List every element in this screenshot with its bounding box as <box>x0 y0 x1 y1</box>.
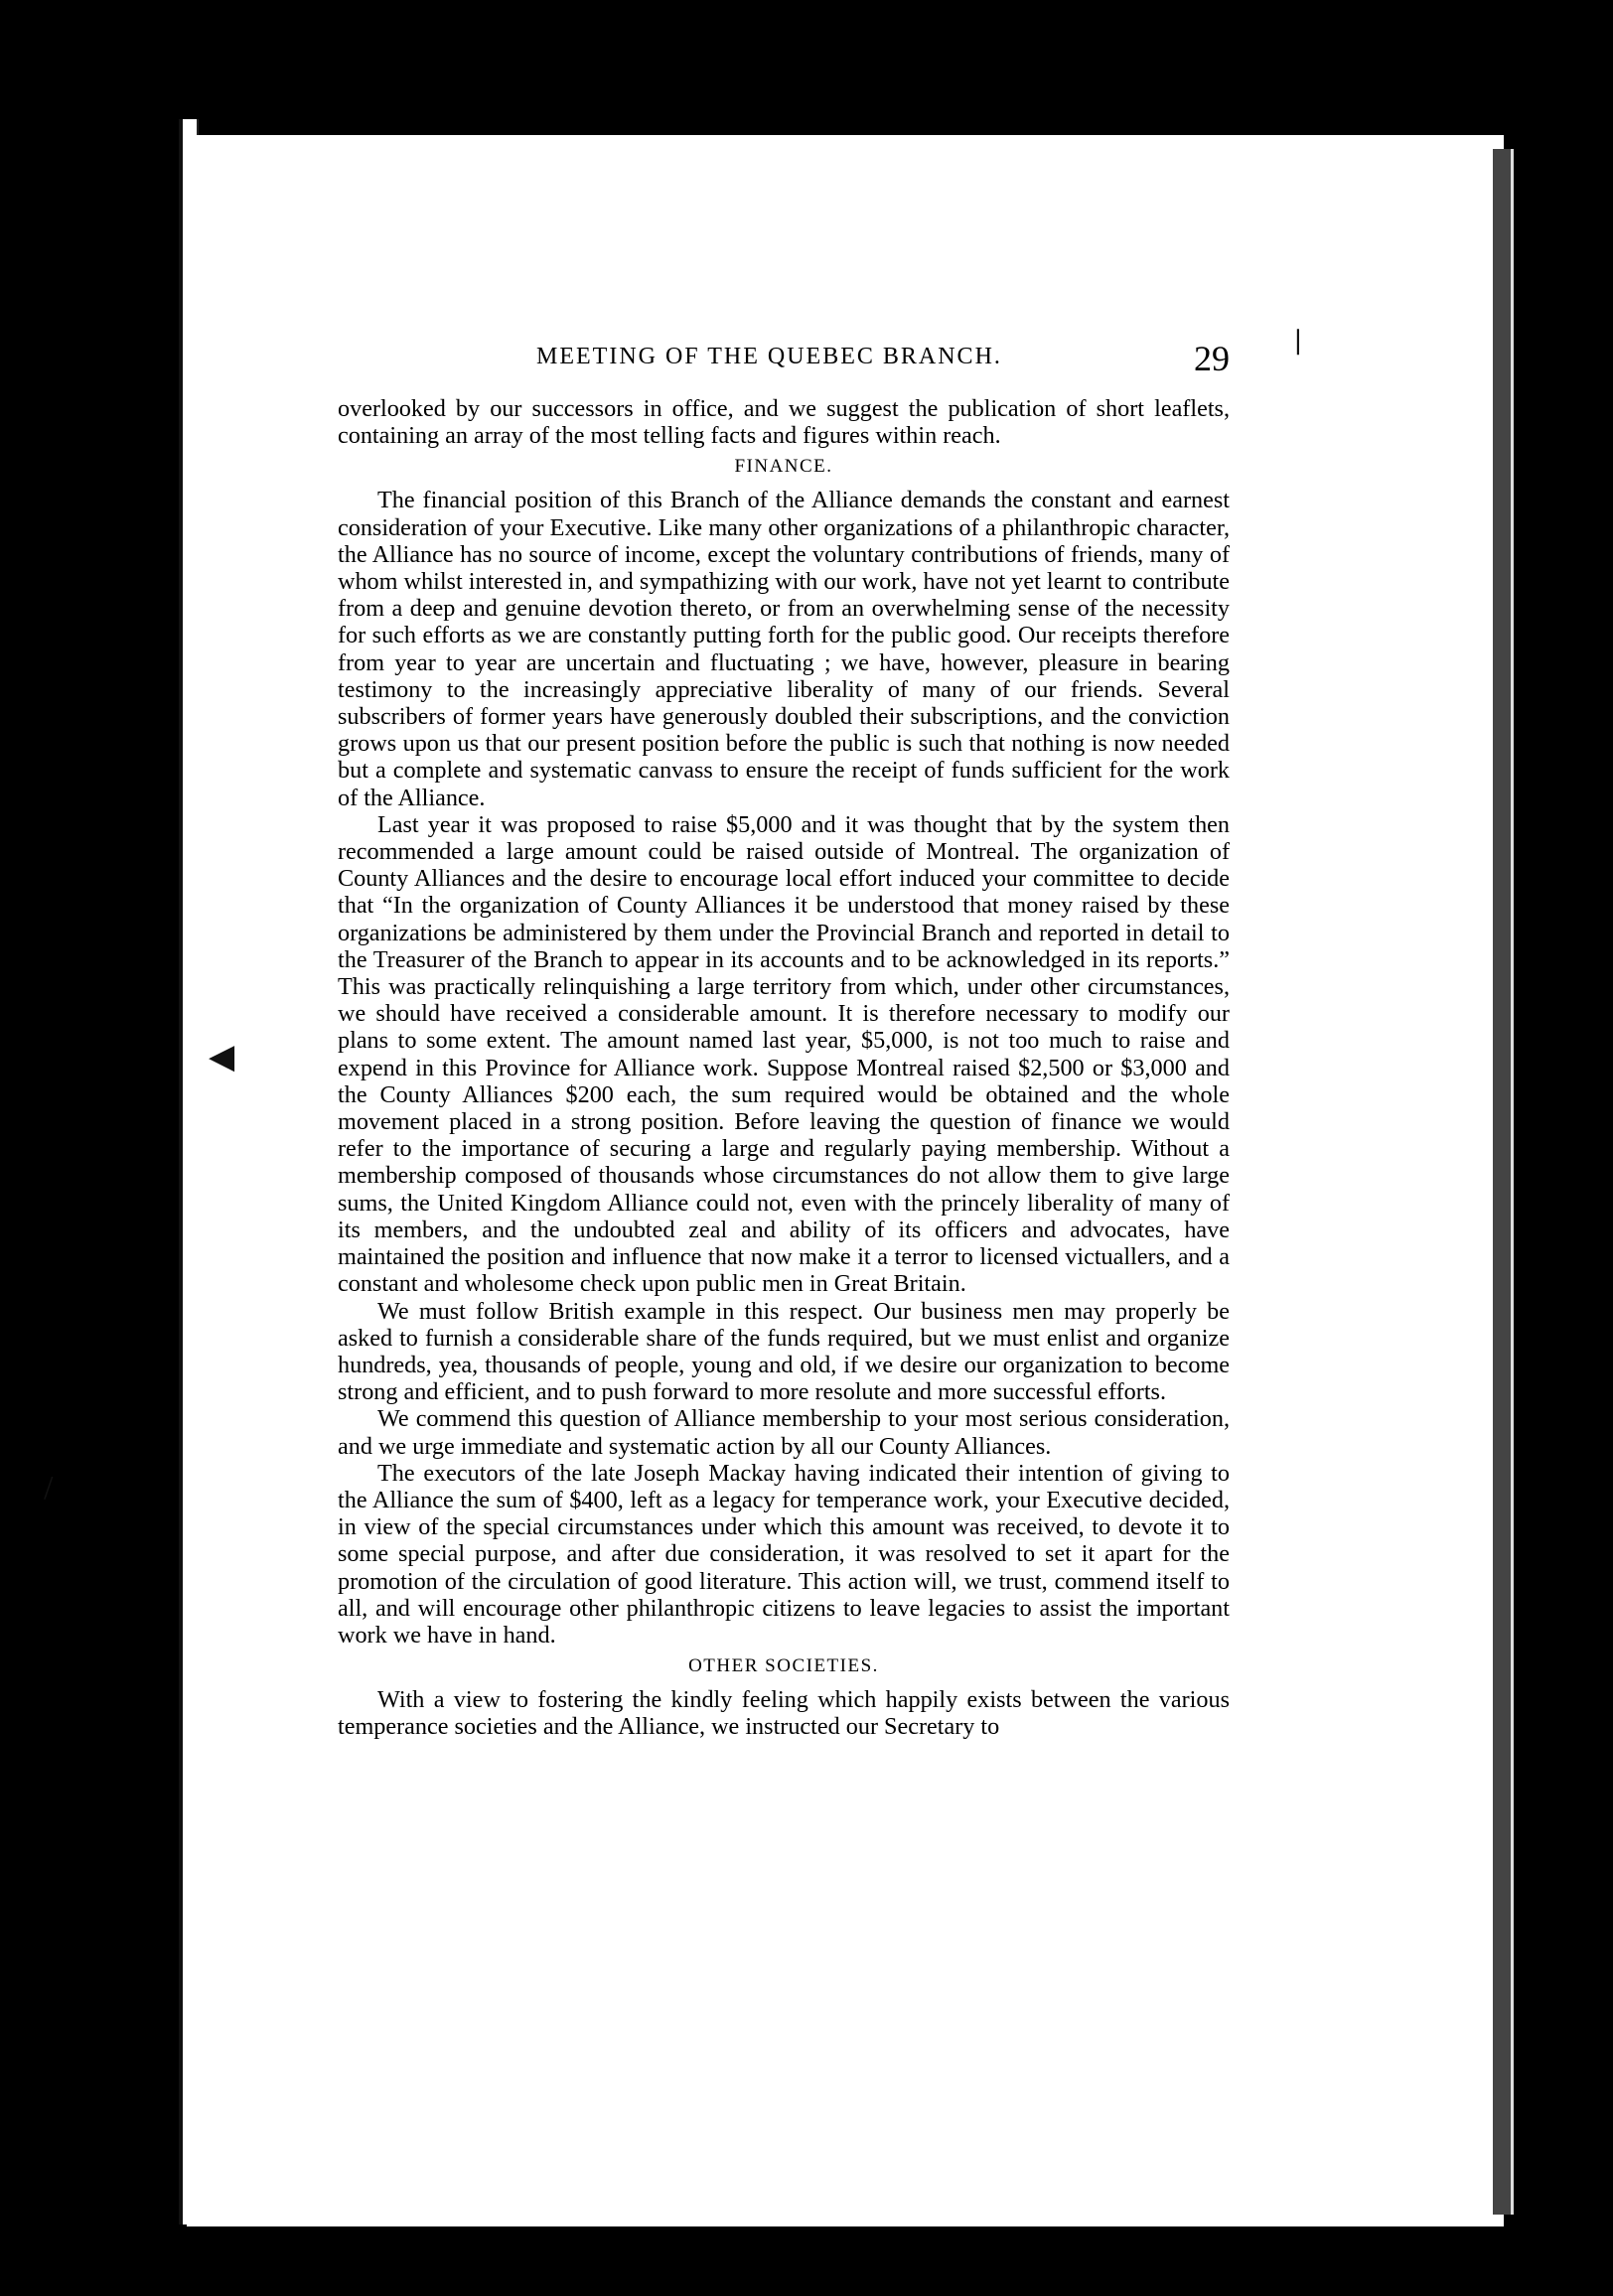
page-edge <box>1490 149 1514 2215</box>
paragraph-finance-2: Last year it was proposed to raise $5,000 and it was thought that by the system then recommended a large amount could be raised outside of Montreal. The organization of County Alliances and the desire to encourage local effort induced your committee to decide that “In the organization of County Alliances it be understood that money raised by these organizations be administered by them under the Provincial Branch and reported in detail to the Treasurer of the Branch to appear in its accounts and to be acknowledged in its reports.” This was practically relinquishing a large territory from which, under other circumstances, we should have received a considerable amount. It is therefore necessary to modify our plans to some extent. The amount named last year, $5,000, is not too much to raise and expend in this Province for Alliance work. Suppose Montreal raised $2,500 or $3,000 and the County Alliances $200 each, the sum required would be obtained and the whole movement placed in a strong position. Before leaving the question of finance we would refer to the importance of securing a large and regularly paying membership. Without a membership composed of thousands whose circumstances do not allow them to give large sums, the United Kingdom Alliance could not, even with the princely liberality of many of its members, and the undoubted zeal and ability of its officers and advocates, have maintained the position and influence that now make it a terror to licensed victuallers, and a constant and wholesome check upon public men in Great Britain. <box>338 810 1230 1298</box>
margin-mark: ◀ <box>209 1039 235 1076</box>
paragraph-finance-5: The executors of the late Joseph Mackay having indicated their intention of giving to the Alliance the sum of $400, left as a legacy for temperance work, your Executive decided, in view of the special circumstances under which this amount was received, to devote it to some special purpose, and after due consideration, it was resolved to set it apart for the promotion of the circulation of good literature. This action will, we trust, commend itself to all, and will encourage other philanthropic citizens to leave legacies to assist the important work we have in hand. <box>338 1459 1230 1649</box>
running-head: MEETING OF THE QUEBEC BRANCH. <box>536 344 1002 369</box>
page-body <box>338 395 1230 1741</box>
paragraph-finance-3: We must follow British example in this respect. Our business men may properly be asked to furnish a considerable share of the funds required, but we must enlist and organize hundreds, yea, thousands of people, young and old, if we desire our organization to become strong and efficient, and to push forward to more resolute and more successful efforts. <box>338 1297 1230 1406</box>
margin-mark: / <box>44 1470 54 1507</box>
section-heading-other-societies: OTHER SOCIETIES. <box>688 1655 879 1677</box>
paragraph-continued: overlooked by our successors in office, and we suggest the publication of short leaflets, containing an array of the most telling facts and figures within reach. <box>338 395 1230 450</box>
paragraph-finance-1: The financial position of this Branch of the Alliance demands the constant and earnest consideration of your Executive. Like many other organizations of a philanthropic character, the Alliance has no source of income, except the voluntary contributions of friends, many of whom whilst interested in, and sympathizing with our work, have not yet learnt to contribute from a deep and genuine devotion thereto, or from an overwhelming sense of the necessity for such efforts as we are constantly putting forth for the public good. Our receipts therefore from year to year are uncertain and fluctuating ; we have, however, pleasure in bearing testimony to the increasingly appreciative liberality of many of our friends. Several subscribers of former years have generously doubled their subscriptions, and the conviction grows upon us that our present position before the public is such that nothing is now needed but a complete and systematic canvass to ensure the receipt of funds sufficient for the work of the Alliance. <box>338 487 1230 811</box>
page-number: 29 <box>1194 339 1230 378</box>
paragraph-finance-4: We commend this question of Alliance membership to your most serious consideration, and we urge immediate and systematic action by all our County Alliances. <box>338 1405 1230 1460</box>
margin-mark: ❘ <box>1287 326 1309 355</box>
section-heading-finance: FINANCE. <box>734 456 833 478</box>
paragraph-other-1: With a view to fostering the kindly feeling which happily exists between the various temperance societies and the Alliance, we instructed our Secretary to <box>338 1686 1230 1741</box>
